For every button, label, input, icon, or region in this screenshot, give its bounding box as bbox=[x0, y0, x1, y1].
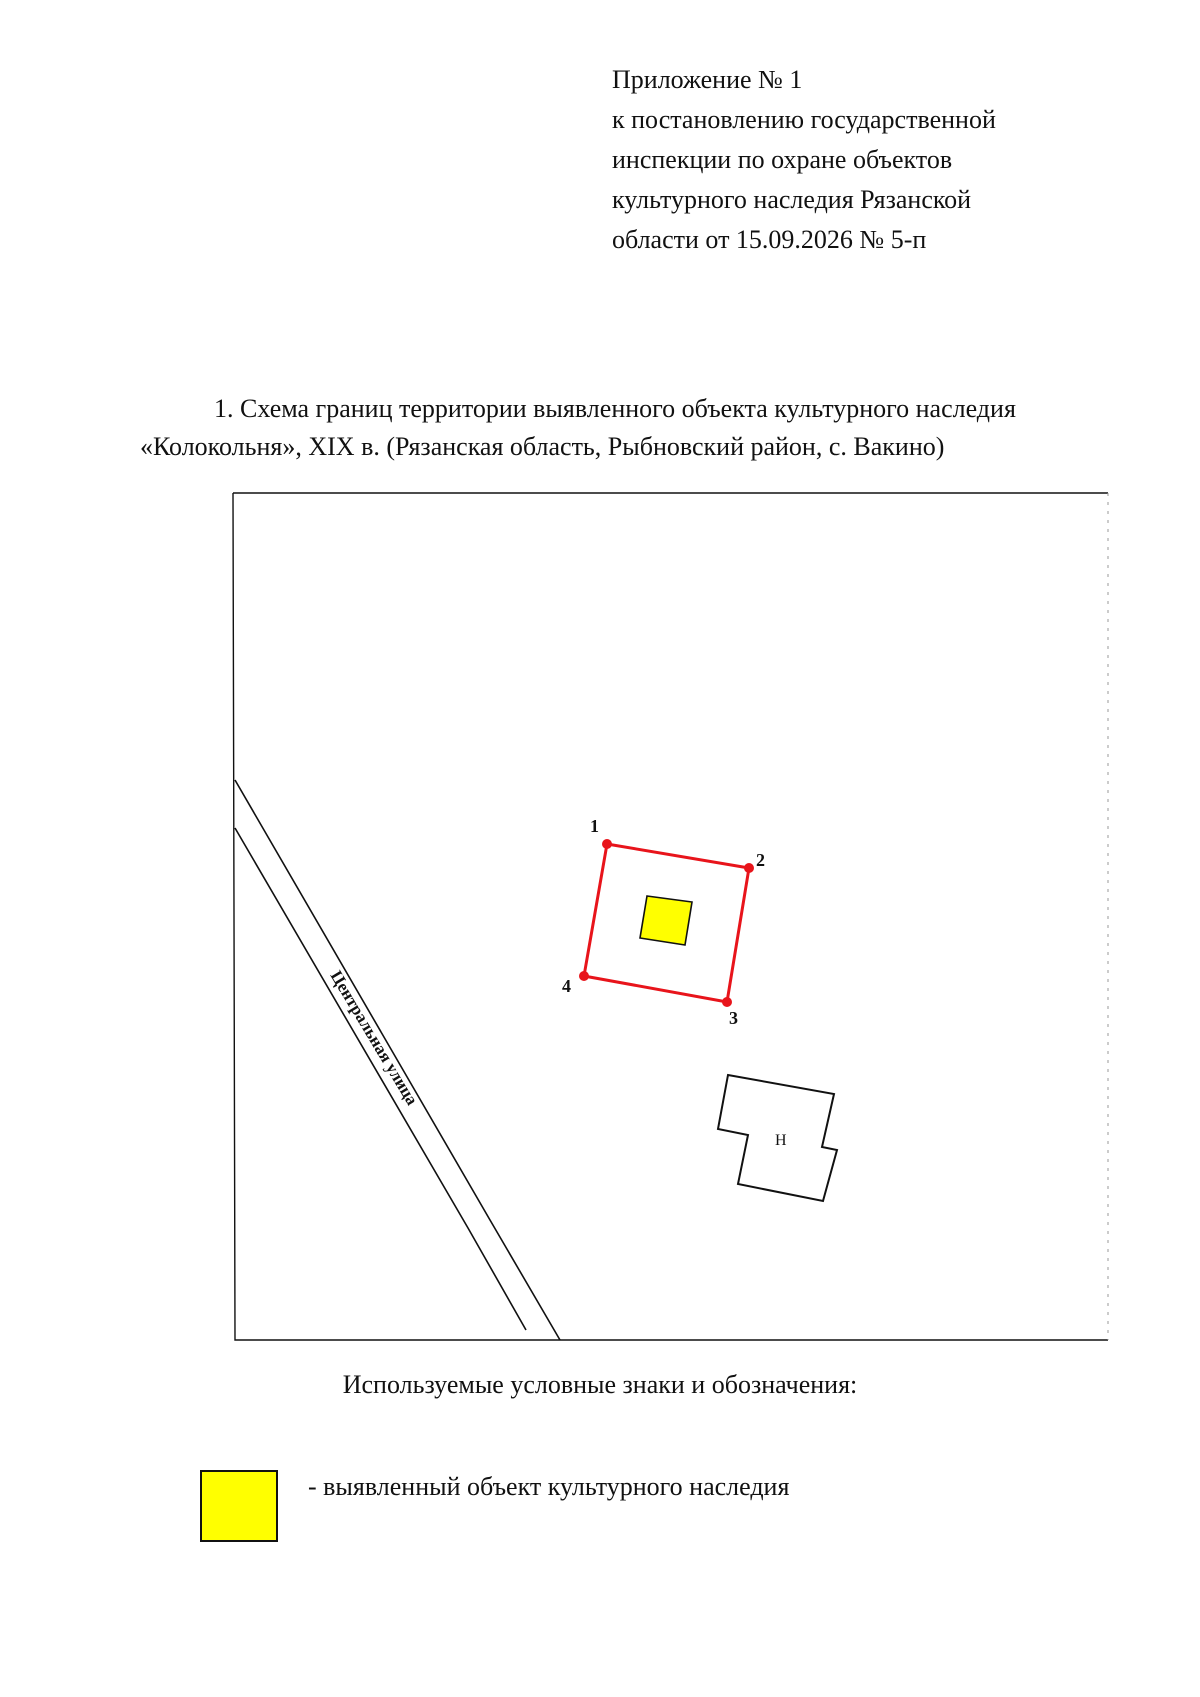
boundary-point-marker bbox=[602, 839, 612, 849]
boundary-point-label: 3 bbox=[729, 1008, 738, 1028]
appendix-line: области от 15.09.2026 № 5-п bbox=[612, 225, 927, 254]
legend-title: Используемые условные знаки и обозначения: bbox=[342, 1370, 858, 1399]
boundary-point-label: 4 bbox=[562, 976, 571, 996]
boundary-point-label: 2 bbox=[756, 850, 765, 870]
heritage-object bbox=[640, 896, 692, 945]
boundary-point-marker bbox=[722, 997, 732, 1007]
scheme-heading-line: 1. Схема границ территории выявленного объекта культурного наследия bbox=[214, 394, 1016, 423]
appendix-line: к постановлению государственной bbox=[612, 105, 996, 134]
legend-label: - выявленный объект культурного наследия bbox=[308, 1472, 790, 1501]
appendix-line: Приложение № 1 bbox=[612, 65, 803, 94]
boundary-point-marker bbox=[744, 863, 754, 873]
appendix-line: культурного наследия Рязанской bbox=[612, 185, 972, 214]
boundary-point-label: 1 bbox=[590, 816, 599, 836]
building-label: Н bbox=[775, 1132, 787, 1149]
appendix-line: инспекции по охране объектов bbox=[612, 145, 953, 174]
legend-swatch-heritage-object bbox=[200, 1470, 278, 1542]
scheme-heading-line: «Колокольня», XIX в. (Рязанская область, Рыбновский район, с. Вакино) bbox=[140, 432, 945, 461]
boundary-point-marker bbox=[579, 971, 589, 981]
street-edge bbox=[235, 828, 526, 1330]
street-label: Центральная улица bbox=[326, 967, 422, 1109]
